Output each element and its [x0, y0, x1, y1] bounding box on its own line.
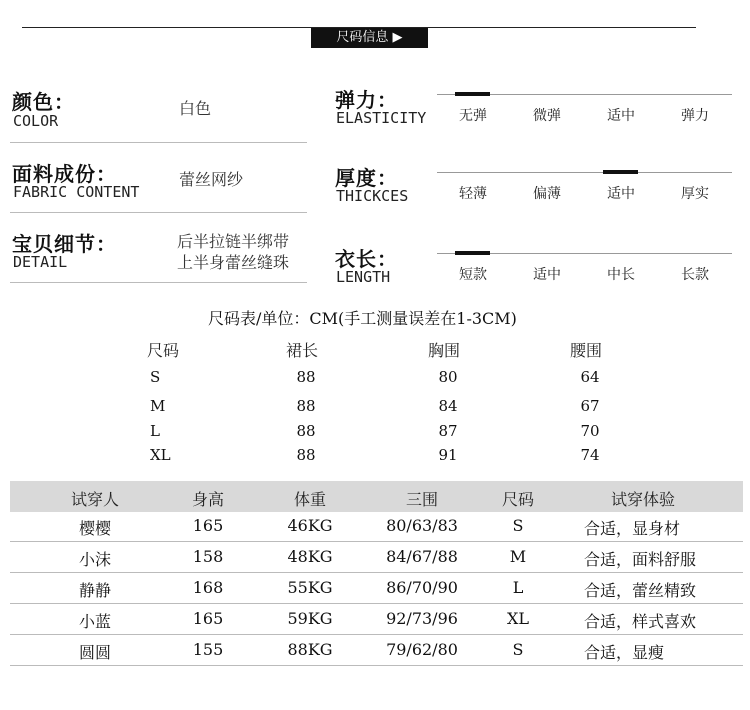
tryon-table-header: 试穿体验 [610, 490, 675, 509]
elasticity-label-en: ELASTICITY [336, 109, 427, 127]
size-table-cell: 91 [438, 446, 458, 464]
detail-value-line1: 后半拉链半绑带 [177, 232, 290, 251]
size-table-cell: 64 [580, 368, 600, 386]
divider [10, 142, 307, 143]
tryon-table-cell: 59KG [287, 609, 333, 628]
detail-value-line2: 上半身蕾丝缝珠 [177, 253, 290, 272]
tryon-table-cell: 155 [192, 640, 224, 659]
size-table-cell: 88 [296, 368, 316, 386]
tryon-table-cell: 合适，蕾丝精致 [584, 581, 697, 600]
fabric-value: 蕾丝网纱 [179, 170, 244, 189]
tryon-table-header: 试穿人 [70, 490, 119, 509]
size-table-header: 胸围 [428, 341, 461, 360]
size-table-cell: 80 [438, 368, 458, 386]
detail-label-en: DETAIL [13, 253, 68, 271]
divider [10, 212, 307, 213]
section-title: 尺码信息 ▶ [311, 28, 428, 48]
tryon-table-cell: 小蓝 [78, 612, 111, 631]
tryon-table-cell: 樱樱 [78, 519, 111, 538]
size-table-header: 裙长 [286, 341, 319, 360]
size-table-cell: L [150, 422, 160, 440]
length-label-en: LENGTH [336, 268, 391, 286]
tryon-table-cell: 合适，样式喜欢 [584, 612, 697, 631]
length-option: 适中 [533, 267, 561, 283]
tryon-table-cell: 88KG [287, 640, 333, 659]
tryon-table-cell: S [512, 516, 524, 535]
tryon-table-cell: 158 [192, 547, 224, 566]
tryon-table-cell: M [509, 547, 527, 566]
thickness-option: 适中 [607, 186, 635, 202]
elasticity-option: 微弹 [533, 108, 561, 124]
tryon-table-cell: 合适，显瘦 [584, 643, 665, 662]
tryon-row-divider [10, 665, 743, 666]
tryon-table-cell: 合适，显身材 [584, 519, 681, 538]
tryon-table-cell: 合适，面料舒服 [584, 550, 697, 569]
tryon-table-cell: XL [506, 609, 529, 628]
thickness-label: 厚度： [335, 166, 398, 190]
tryon-table-cell: 86/70/90 [386, 578, 458, 597]
thickness-option: 厚实 [681, 186, 709, 202]
tryon-table-cell: 92/73/96 [386, 609, 458, 628]
tryon-table-cell: S [512, 640, 524, 659]
length-option: 长款 [681, 267, 709, 283]
detail-label: 宝贝细节： [12, 232, 117, 256]
tryon-table-cell: 静静 [78, 581, 111, 600]
size-table-cell: 88 [296, 397, 316, 415]
divider [10, 282, 307, 283]
tryon-table-cell: L [512, 578, 524, 597]
size-table-cell: 67 [580, 397, 600, 415]
tryon-row-divider [10, 603, 743, 604]
length-label: 衣长： [335, 247, 398, 271]
thickness-option: 偏薄 [533, 186, 561, 202]
tryon-table-header: 尺码 [501, 490, 534, 509]
tryon-table-cell: 79/62/80 [386, 640, 458, 659]
size-table-cell: M [150, 397, 166, 415]
tryon-table-cell: 46KG [287, 516, 333, 535]
tryon-table-cell: 55KG [287, 578, 333, 597]
color-label-en: COLOR [13, 112, 59, 130]
length-option: 中长 [607, 267, 635, 283]
tryon-table-cell: 80/63/83 [386, 516, 458, 535]
elasticity-option: 无弹 [459, 108, 487, 124]
fabric-label-en: FABRIC CONTENT [13, 183, 140, 201]
fabric-label: 面料成份： [12, 162, 117, 186]
size-table-cell: 87 [438, 422, 458, 440]
thickness-selected-marker [603, 170, 638, 174]
tryon-table-cell: 165 [192, 609, 224, 628]
tryon-row-divider [10, 541, 743, 542]
size-table-cell: S [150, 368, 161, 386]
elasticity-label: 弹力： [335, 88, 398, 112]
color-value: 白色 [179, 99, 212, 118]
length-option: 短款 [459, 267, 487, 283]
size-table-cell: 70 [580, 422, 600, 440]
thickness-label-en: THICKCES [336, 187, 409, 205]
tryon-row-divider [10, 634, 743, 635]
thickness-scale-line [437, 172, 732, 173]
size-table-cell: 88 [296, 422, 316, 440]
size-table-header: 尺码 [147, 341, 180, 360]
size-table-caption: 尺码表/单位：CM(手工测量误差在1-3CM) [208, 309, 517, 328]
tryon-table-cell: 小沫 [78, 550, 111, 569]
tryon-table-header: 体重 [293, 490, 326, 509]
tryon-table-cell: 168 [192, 578, 224, 597]
tryon-table-cell: 84/67/88 [386, 547, 458, 566]
elasticity-option: 弹力 [681, 108, 709, 124]
elasticity-selected-marker [455, 92, 490, 96]
elasticity-option: 适中 [607, 108, 635, 124]
tryon-table-cell: 圆圆 [78, 643, 111, 662]
tryon-table-header: 三围 [405, 490, 438, 509]
tryon-table-cell: 48KG [287, 547, 333, 566]
length-selected-marker [455, 251, 490, 255]
size-table-cell: 84 [438, 397, 458, 415]
tryon-table-header: 身高 [191, 490, 224, 509]
size-table-cell: 74 [580, 446, 600, 464]
size-table-cell: XL [150, 446, 171, 464]
thickness-option: 轻薄 [459, 186, 487, 202]
tryon-table-cell: 165 [192, 516, 224, 535]
size-table-header: 腰围 [570, 341, 603, 360]
size-table-cell: 88 [296, 446, 316, 464]
tryon-row-divider [10, 572, 743, 573]
color-label: 颜色： [12, 90, 75, 114]
